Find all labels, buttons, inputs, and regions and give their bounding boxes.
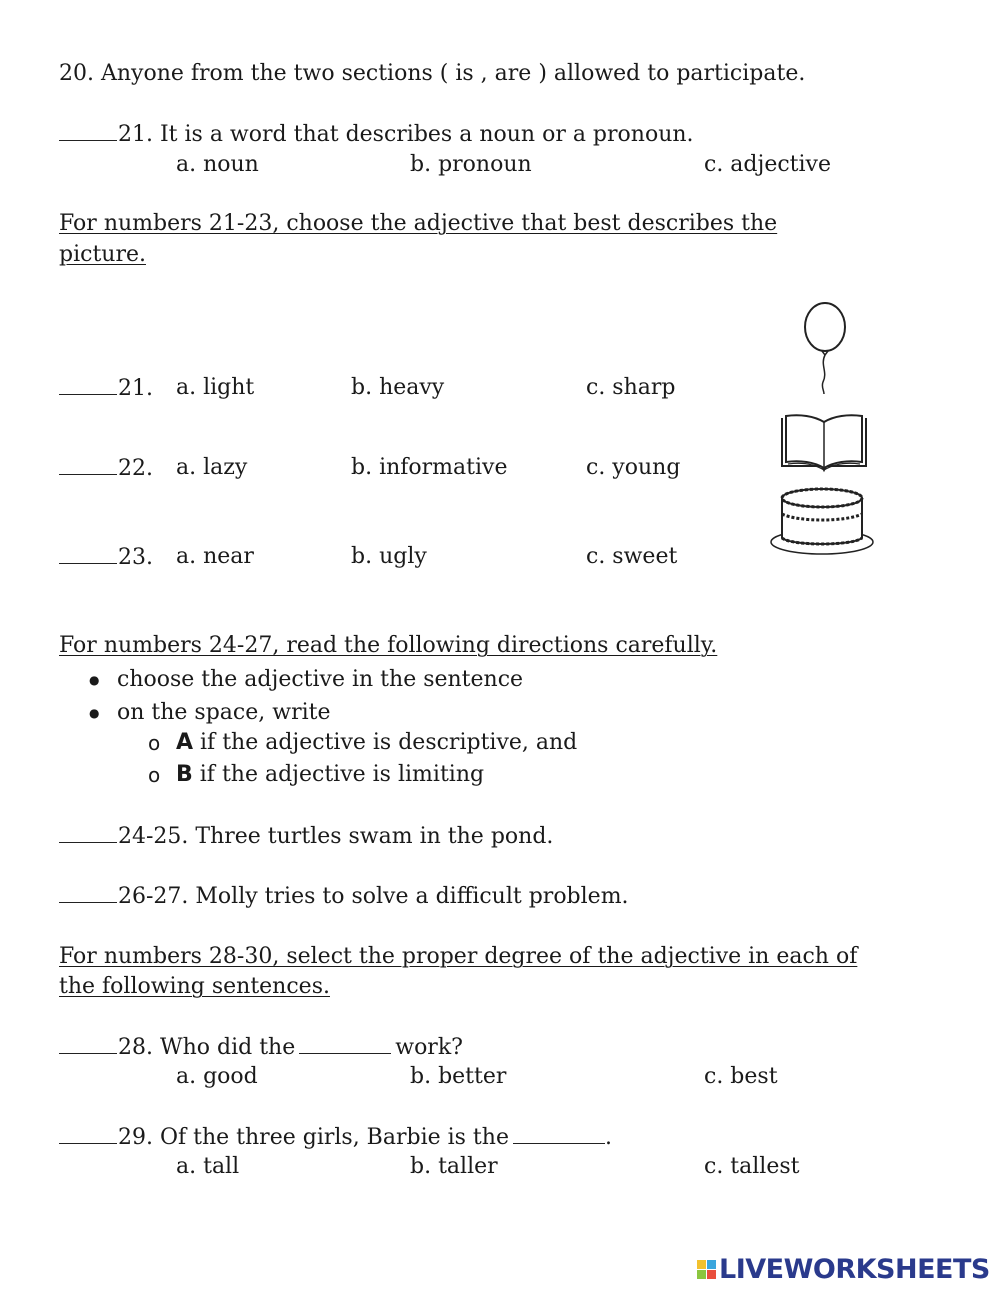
picture-item-23 — [59, 543, 153, 572]
option-c: c. sharp — [586, 375, 676, 400]
question-text: 24-25. Three turtles swam in the pond. — [118, 824, 554, 849]
question-text: 28. Who did the — [118, 1035, 296, 1060]
picture-item-22 — [59, 454, 153, 483]
picture-item-21 — [59, 374, 153, 403]
letter-b: B — [176, 762, 193, 787]
question-text-end: . — [604, 1125, 612, 1150]
option-a: a. lazy — [176, 455, 248, 480]
directions-picture-line2: picture. — [59, 242, 146, 267]
option-c: c. adjective — [704, 152, 831, 177]
option-b: b. heavy — [351, 375, 445, 400]
sub-bullet-a — [176, 729, 577, 757]
logo-block — [707, 1260, 716, 1269]
balloon-icon — [800, 300, 850, 396]
answer-blank-22[interactable] — [59, 454, 117, 475]
logo-block — [707, 1270, 716, 1279]
fill-in-blank — [513, 1123, 605, 1144]
option-a: a. near — [176, 544, 254, 569]
item-number: 21. — [118, 376, 153, 401]
option-c: c. sweet — [586, 544, 678, 569]
question-20: 20. Anyone from the two sections ( is , are ) allowed to participate. — [59, 61, 806, 86]
option-a: a. light — [176, 375, 255, 400]
letter-a: A — [176, 730, 194, 755]
sub-bullet-text: if the adjective is limiting — [192, 762, 485, 787]
sub-bullet-text: if the adjective is descriptive, and — [193, 730, 578, 755]
fill-in-blank — [299, 1033, 391, 1054]
liveworksheets-logo — [697, 1254, 990, 1285]
directions-28-30-line1: For numbers 28-30, select the proper degree of the adjective in each of — [59, 944, 858, 969]
sub-bullet-b — [176, 761, 484, 789]
answer-blank-23[interactable] — [59, 543, 117, 564]
bullet-item: ● on the space, write — [117, 699, 331, 727]
question-text: 29. Of the three girls, Barbie is the — [118, 1125, 509, 1150]
option-c: c. tallest — [704, 1154, 800, 1179]
answer-blank-24[interactable] — [59, 822, 117, 843]
question-text: 21. It is a word that describes a noun or a pronoun. — [118, 122, 694, 147]
option-a: a. tall — [176, 1154, 240, 1179]
item-number: 23. — [118, 545, 153, 570]
answer-blank-26[interactable] — [59, 882, 117, 903]
logo-blocks-icon — [697, 1260, 716, 1279]
logo-block — [697, 1260, 706, 1269]
directions-picture-line1: For numbers 21-23, choose the adjective that best describes the — [59, 211, 778, 236]
question-text-end: work? — [395, 1035, 463, 1060]
option-a: a. good — [176, 1064, 258, 1089]
answer-blank-21a[interactable] — [59, 120, 117, 141]
book-icon — [778, 412, 870, 474]
question-text: 26-27. Molly tries to solve a difficult problem. — [118, 884, 629, 909]
directions-28-30-line2: the following sentences. — [59, 974, 330, 999]
logo-text: LIVEWORKSHEETS — [719, 1254, 990, 1285]
item-number: 22. — [118, 456, 153, 481]
question-28 — [59, 1033, 463, 1062]
option-a: a. noun — [176, 152, 259, 177]
option-b: b. pronoun — [410, 152, 532, 177]
logo-block — [697, 1270, 706, 1279]
cake-icon — [768, 484, 876, 560]
option-b: b. better — [410, 1064, 507, 1089]
question-21-definition — [59, 120, 694, 149]
answer-blank-21[interactable] — [59, 374, 117, 395]
answer-blank-29[interactable] — [59, 1123, 117, 1144]
question-29 — [59, 1123, 612, 1152]
directions-24-27-title: For numbers 24-27, read the following directions carefully. — [59, 633, 718, 658]
question-26-27 — [59, 882, 629, 911]
question-24-25 — [59, 822, 553, 851]
answer-blank-28[interactable] — [59, 1033, 117, 1054]
option-c: c. young — [586, 455, 681, 480]
option-b: b. informative — [351, 455, 508, 480]
option-c: c. best — [704, 1064, 778, 1089]
option-b: b. ugly — [351, 544, 427, 569]
option-b: b. taller — [410, 1154, 498, 1179]
bullet-item: ● choose the adjective in the sentence — [117, 666, 523, 694]
